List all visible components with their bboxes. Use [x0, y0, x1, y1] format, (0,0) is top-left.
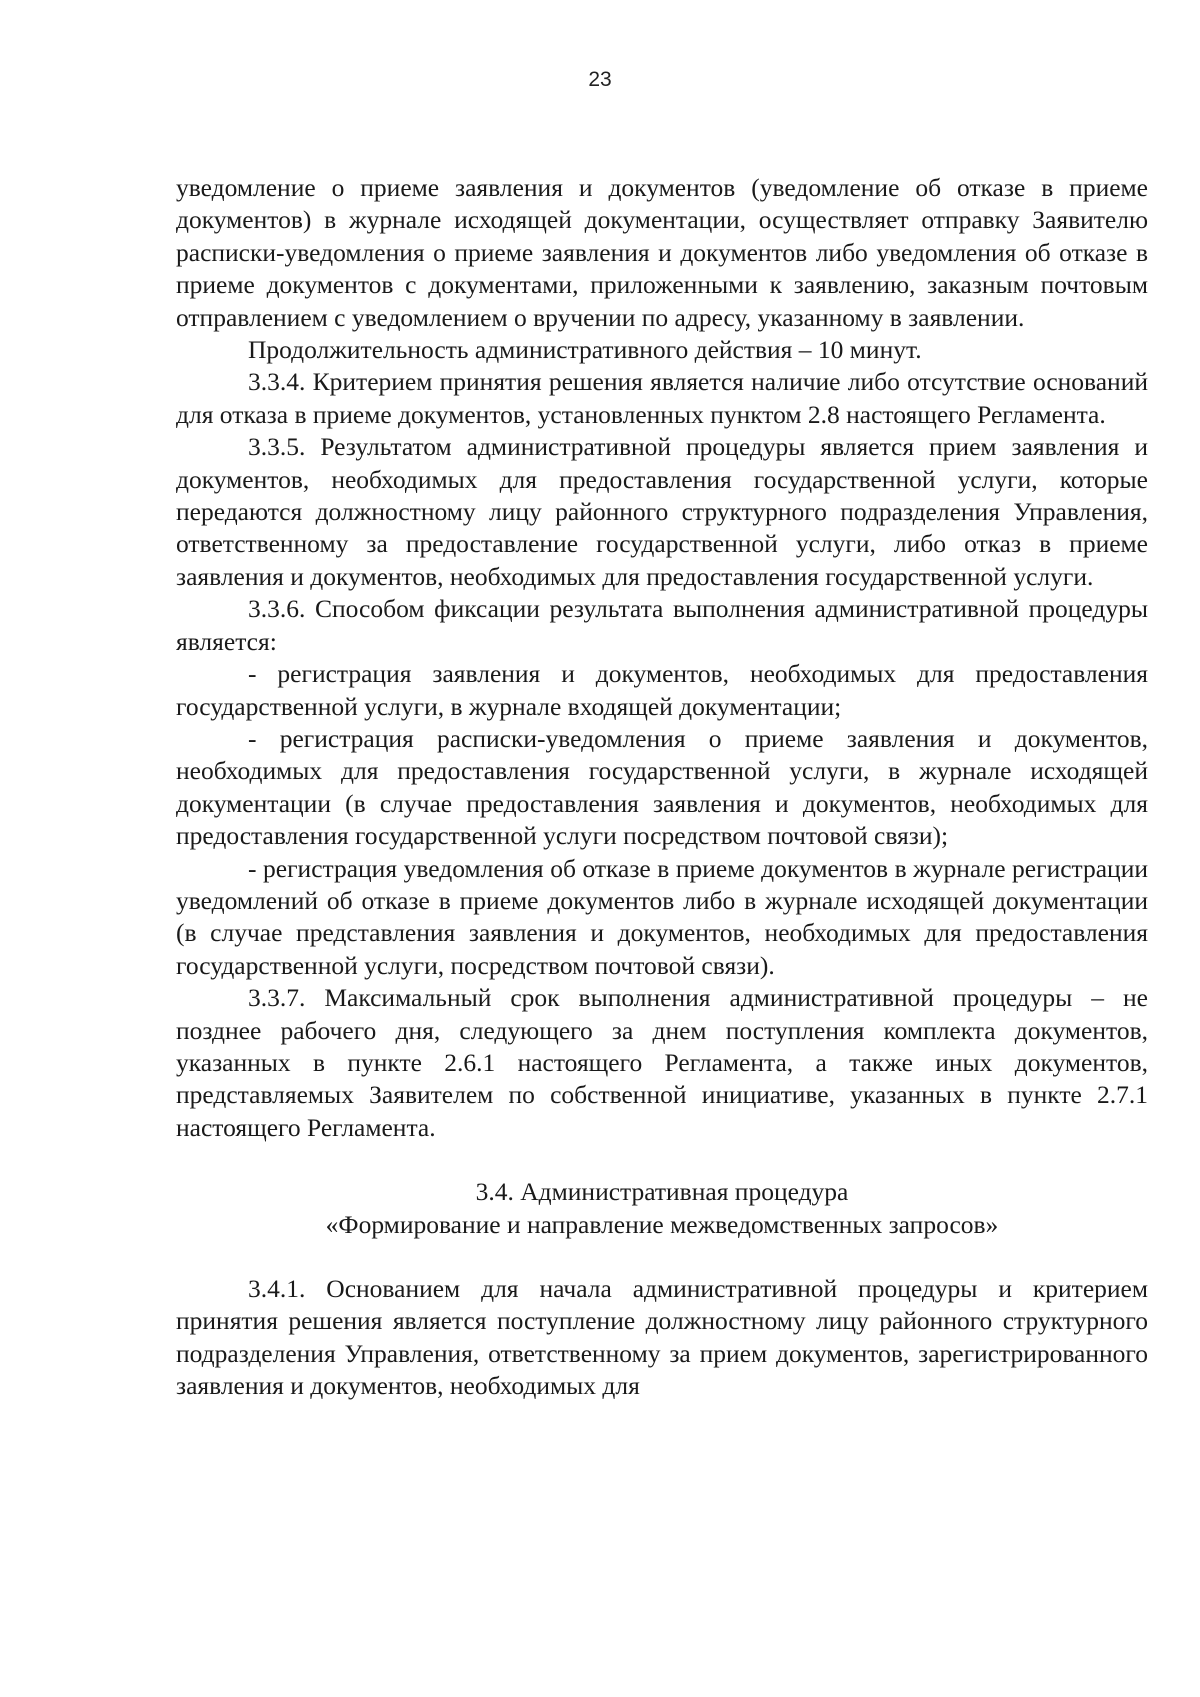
list-item-registration-application: - регистрация заявления и документов, необходимых для предоставления государственной услуги, в журнале входящей документации; [176, 659, 1148, 721]
paragraph-duration: Продолжительность административного действия – 10 минут. [248, 335, 922, 365]
paragraph-3-3-6: 3.3.6. Способом фиксации результата выполнения административной процедуры является: [176, 594, 1148, 656]
section-heading [176, 1176, 1148, 1241]
section-heading-line-1: 3.4. Административная процедура [475, 1177, 849, 1207]
paragraph-3-3-4: 3.3.4. Критерием принятия решения является наличие либо отсутствие оснований для отказа в приеме документов, установленных пунктом 2.8 настоящего Регламента. [176, 367, 1148, 429]
page-number: 23 [588, 68, 612, 91]
list-item-registration-refusal: - регистрация уведомления об отказе в приеме документов в журнале регистрации уведомлений об отказе в приеме документов либо в журнале исходящей документации (в случае представления заявления и документов, необходимых для предоставления государственной услуги, посредством почтовой связи). [176, 853, 1148, 980]
document-body [176, 172, 1148, 1403]
paragraph-3-3-5: 3.3.5. Результатом административной процедуры является прием заявления и документов, необходимых для предоставления государственной услуги, которые передаются должностному лицу районного структурного подразделения Управления, ответственному за предоставление государственной услуги, либо отказ в приеме заявления и документов, необходимых для предоставления государственной услуги. [176, 432, 1148, 591]
section-heading-line-2: «Формирование и направление межведомственных запросов» [325, 1209, 999, 1239]
list-item-registration-receipt: - регистрация расписки-уведомления о приеме заявления и документов, необходимых для предоставления государственной услуги, в журнале исходящей документации (в случае предоставления заявления и документов, необходимых для предоставления государственной услуги посредством почтовой связи); [176, 723, 1148, 851]
paragraph-3-4-1: 3.4.1. Основанием для начала административной процедуры и критерием принятия решения является поступление должностному лицу районного структурного подразделения Управления, ответственному за прием документов, зарегистрированного заявления и документов, необходимых для [176, 1274, 1148, 1401]
paragraph-notification-continued: уведомление о приеме заявления и документов (уведомление об отказе в приеме документов) в журнале исходящей документации, осуществляет отправку Заявителю расписки-уведомления о приеме заявления и документов либо уведомления об отказе в приеме документов с документами, приложенными к заявлению, заказным почтовым отправлением с уведомлением о вручении по адресу, указанному в заявлении. [176, 173, 1148, 332]
paragraph-3-3-7: 3.3.7. Максимальный срок выполнения административной процедуры – не позднее рабочего дня, следующего за днем поступления комплекта документов, указанных в пункте 2.6.1 настоящего Регламента, а также иных документов, представляемых Заявителем по собственной инициативе, указанных в пункте 2.7.1 настоящего Регламента. [176, 983, 1148, 1142]
